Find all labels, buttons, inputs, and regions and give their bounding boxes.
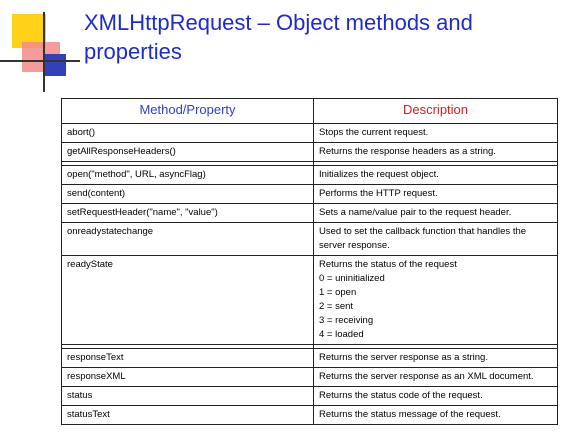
method-name-cell: onreadystatechange bbox=[62, 223, 314, 256]
description-line: 4 = loaded bbox=[319, 329, 364, 340]
description-cell bbox=[314, 124, 558, 143]
method-name-cell: status bbox=[62, 387, 314, 406]
method-name-cell: abort() bbox=[62, 124, 314, 143]
description-line: 2 = sent bbox=[319, 301, 354, 312]
table-row bbox=[62, 166, 558, 185]
table-header-row bbox=[62, 99, 558, 124]
description-line: Stops the current request. bbox=[319, 127, 429, 138]
description-line: Returns the server response as an XML document. bbox=[319, 371, 534, 382]
column-header-method: Method/Property bbox=[62, 99, 314, 124]
description-line: Returns the server response as a string. bbox=[319, 352, 488, 363]
method-name-cell: getAllResponseHeaders() bbox=[62, 143, 314, 162]
method-name-cell: responseText bbox=[62, 349, 314, 368]
horizontal-line-decoration bbox=[0, 60, 80, 62]
description-line: Initializes the request object. bbox=[319, 169, 439, 180]
description-line: Returns the status code of the request. bbox=[319, 390, 483, 401]
description-line: 3 = receiving bbox=[319, 315, 374, 326]
description-line: Returns the status of the request bbox=[319, 259, 457, 270]
method-name-cell: setRequestHeader("name", "value") bbox=[62, 204, 314, 223]
description-cell bbox=[314, 143, 558, 162]
table-row bbox=[62, 256, 558, 345]
description-cell bbox=[314, 223, 558, 256]
method-name-cell: open("method", URL, asyncFlag) bbox=[62, 166, 314, 185]
table-row bbox=[62, 204, 558, 223]
table-row bbox=[62, 368, 558, 387]
description-cell bbox=[314, 387, 558, 406]
description-line: Returns the status message of the request. bbox=[319, 409, 501, 420]
table-row bbox=[62, 387, 558, 406]
description-line: server response. bbox=[319, 240, 390, 251]
description-line: Used to set the callback function that handles the bbox=[319, 226, 527, 237]
table-row bbox=[62, 406, 558, 425]
description-cell bbox=[314, 349, 558, 368]
table-row bbox=[62, 349, 558, 368]
column-header-description: Description bbox=[314, 99, 558, 124]
table-row bbox=[62, 185, 558, 204]
description-line: Returns the response headers as a string. bbox=[319, 146, 496, 157]
table-row bbox=[62, 124, 558, 143]
slide-ornament bbox=[0, 0, 80, 95]
method-name-cell: statusText bbox=[62, 406, 314, 425]
description-cell bbox=[314, 406, 558, 425]
table-row bbox=[62, 143, 558, 162]
slide-title: XMLHttpRequest – Object methods and properties bbox=[84, 10, 473, 64]
description-cell bbox=[314, 368, 558, 387]
method-name-cell: readyState bbox=[62, 256, 314, 345]
description-line: 1 = open bbox=[319, 287, 357, 298]
blue-square-decoration bbox=[44, 54, 66, 76]
methods-table bbox=[61, 98, 558, 425]
table-row bbox=[62, 223, 558, 256]
description-line: 0 = uninitialized bbox=[319, 273, 385, 284]
description-cell bbox=[314, 166, 558, 185]
method-name-cell: send(content) bbox=[62, 185, 314, 204]
description-cell bbox=[314, 256, 558, 345]
description-line: Sets a name/value pair to the request header. bbox=[319, 207, 512, 218]
vertical-line-decoration bbox=[43, 12, 45, 92]
table-body bbox=[62, 124, 558, 425]
description-line: Performs the HTTP request. bbox=[319, 188, 438, 199]
description-cell bbox=[314, 185, 558, 204]
description-cell bbox=[314, 204, 558, 223]
method-name-cell: responseXML bbox=[62, 368, 314, 387]
